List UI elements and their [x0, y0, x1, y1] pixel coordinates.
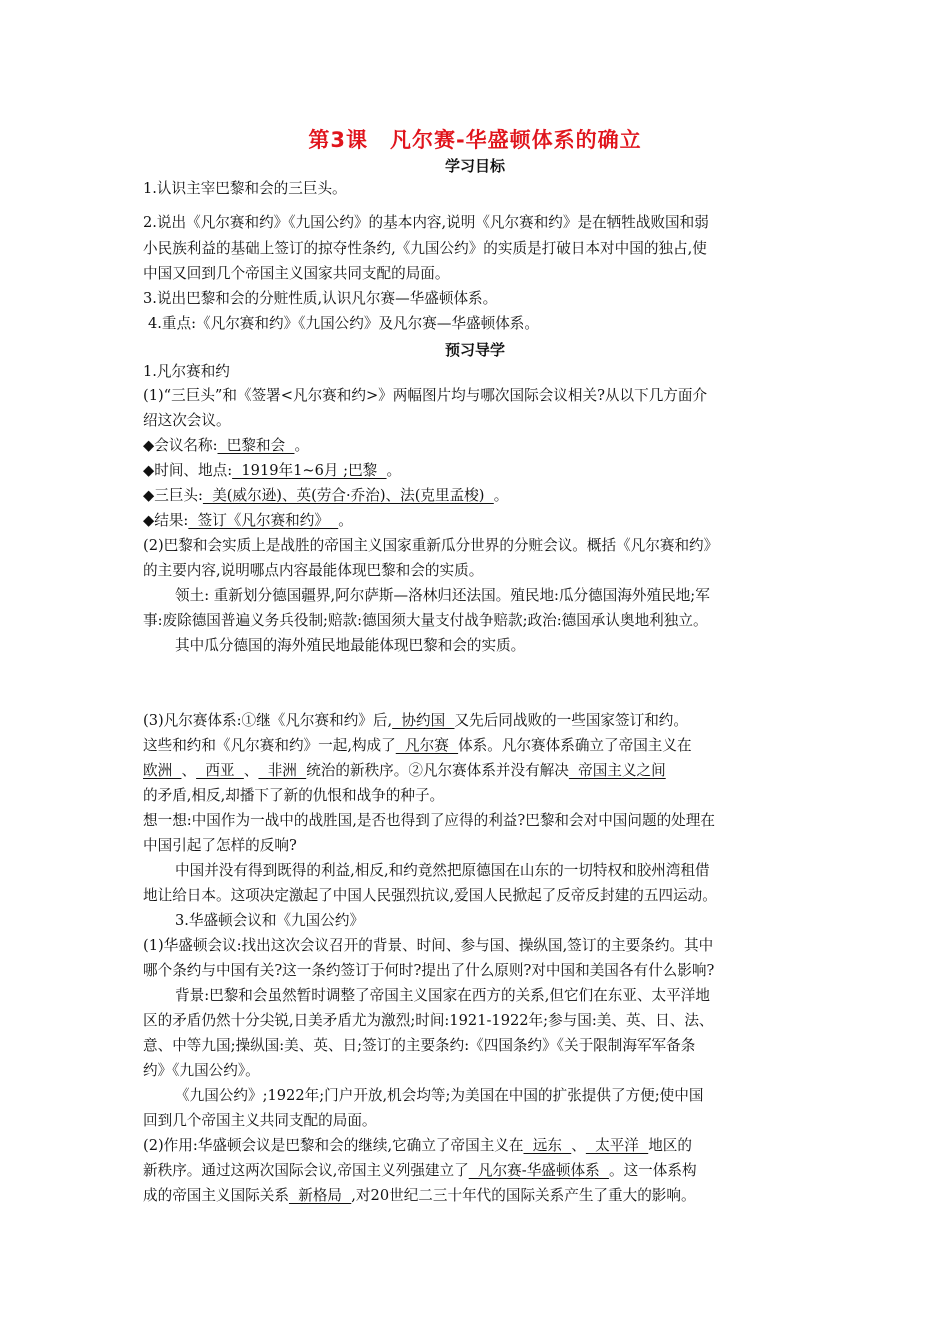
text: 、	[181, 762, 197, 779]
question-3-line-2	[143, 736, 813, 756]
text: 、	[243, 762, 259, 779]
question-2-line-2: 的主要内容,说明哪点内容最能体现巴黎和会的实质。	[143, 562, 484, 579]
answer-blank: 帝国主义之间	[568, 762, 666, 779]
text: 。这一体系构	[608, 1162, 697, 1179]
objective-3: 3.说出巴黎和会的分赃性质,认识凡尔赛—华盛顿体系。	[143, 290, 498, 307]
subheading-3: 3.华盛顿会议和《九国公约》	[175, 912, 365, 929]
text: (3)凡尔赛体系:①继《凡尔赛和约》后,	[143, 712, 393, 729]
bullet-result	[143, 511, 813, 531]
bullet-label: ◆会议名称:	[143, 437, 218, 454]
text: (2)作用:华盛顿会议是巴黎和会的继续,它确立了帝国主义在	[143, 1137, 524, 1154]
question-1-line-2: 绍这次会议。	[143, 412, 231, 429]
washington-answer-line-4: 约》《九国公约》。	[143, 1062, 260, 1079]
washington-answer-line-2: 区的矛盾仍然十分尖锐,日美矛盾尤为激烈;时间:1921-1922年;参与国:美、英、日、法、	[143, 1012, 714, 1029]
section-heading-preview: 预习导学	[444, 341, 505, 359]
answer-blank: 欧洲	[143, 762, 182, 779]
question-3-line-3	[143, 761, 813, 781]
objective-4: 4.重点:《凡尔赛和约》《九国公约》及凡尔赛—华盛顿体系。	[148, 315, 539, 332]
answer-blank: 1919年1~6月 ;巴黎	[232, 462, 387, 479]
question-3-line-4: 的矛盾,相反,却播下了新的仇恨和战争的种子。	[143, 787, 445, 804]
bullet-label: ◆三巨头:	[143, 487, 203, 504]
text: 地区的	[648, 1137, 692, 1154]
answer-2-line-2: 事:废除德国普遍义务兵役制;赔款:德国须大量支付战争赔款;政治:德国承认奥地利独立。	[143, 612, 708, 629]
washington-answer-line-3: 意、中等九国;操纵国:美、英、日;签订的主要条约:《四国条约》《关于限制海军军备条	[143, 1037, 696, 1054]
page-title: 第3课 凡尔赛-华盛顿体系的确立	[308, 128, 642, 152]
punctuation: 。	[493, 487, 509, 504]
section-heading-objectives: 学习目标	[444, 157, 505, 175]
answer-blank: 巴黎和会	[217, 437, 295, 454]
question-3-line-1	[143, 711, 813, 731]
think-answer-line-1: 中国并没有得到既得的利益,相反,和约竟然把原德国在山东的一切特权和胶州湾租借	[175, 862, 710, 879]
objective-1: 1.认识主宰巴黎和会的三巨头。	[143, 180, 347, 197]
bullet-big-three	[143, 486, 813, 506]
answer-blank: 远东	[523, 1137, 572, 1154]
subheading-1: 1.凡尔赛和约	[143, 363, 230, 380]
role-line-2	[143, 1161, 813, 1181]
punctuation: 。	[338, 512, 353, 529]
objective-2-line-1: 2.说出《凡尔赛和约》《九国公约》的基本内容,说明《凡尔赛和约》是在牺牲战败国和弱	[143, 214, 709, 231]
text: 又先后同战败的一些国家签订和约。	[454, 712, 688, 729]
bullet-label: ◆时间、地点:	[143, 462, 233, 479]
text: 成的帝国主义国际关系	[143, 1187, 289, 1204]
bullet-meeting-name	[143, 436, 813, 456]
washington-question-line-2: 哪个条约与中国有关?这一条约签订于何时?提出了什么原则?对中国和美国各有什么影响?	[143, 962, 715, 979]
role-line-3	[143, 1186, 813, 1206]
bullet-label: ◆结果:	[143, 512, 189, 529]
answer-blank: 签订《凡尔赛和约》	[188, 512, 339, 529]
objective-2-line-2: 小民族利益的基础上签订的掠夺性条约,《九国公约》的实质是打破日本对中国的独占,使	[143, 240, 707, 257]
text: 统治的新秩序。②凡尔赛体系并没有解决	[306, 762, 569, 779]
answer-blank: 非洲	[258, 762, 307, 779]
text: 新秩序。通过这两次国际会议,帝国主义列强建立了	[143, 1162, 469, 1179]
text: 、	[571, 1137, 586, 1154]
answer-blank: 西亚	[196, 762, 244, 779]
punctuation: 。	[294, 437, 310, 454]
answer-blank: 太平洋	[585, 1137, 649, 1154]
nine-power-answer-line-2: 回到几个帝国主义共同支配的局面。	[143, 1112, 377, 1129]
answer-blank: 协约国	[392, 712, 455, 729]
objective-2-line-3: 中国又回到几个帝国主义国家共同支配的局面。	[143, 265, 450, 282]
punctuation: 。	[386, 462, 402, 479]
answer-blank: 新格局	[288, 1187, 352, 1204]
answer-blank: 凡尔赛	[395, 737, 459, 754]
text: 体系。凡尔赛体系确立了帝国主义在	[458, 737, 692, 754]
role-line-1	[143, 1136, 813, 1156]
think-answer-line-2: 地让给日本。这项决定激起了中国人民强烈抗议,爱国人民掀起了反帝反封建的五四运动。	[143, 887, 717, 904]
question-1-line-1: (1)“三巨头”和《签署<凡尔赛和约>》两幅图片均与哪次国际会议相关?从以下几方面介	[143, 387, 708, 404]
answer-2-line-1: 领土: 重新划分德国疆界,阿尔萨斯—洛林归还法国。殖民地:瓜分德国海外殖民地;军	[175, 587, 710, 604]
text: ,对20世纪二三十年代的国际关系产生了重大的影响。	[351, 1187, 696, 1204]
text: 这些和约和《凡尔赛和约》一起,构成了	[143, 737, 396, 754]
washington-question-line-1: (1)华盛顿会议:找出这次会议召开的背景、时间、参与国、操纵国,签订的主要条约。其中	[143, 937, 714, 954]
washington-answer-line-1: 背景:巴黎和会虽然暂时调整了帝国主义国家在西方的关系,但它们在东亚、太平洋地	[175, 987, 710, 1004]
answer-2-line-3: 其中瓜分德国的海外殖民地最能体现巴黎和会的实质。	[175, 637, 526, 654]
answer-blank: 凡尔赛-华盛顿体系	[468, 1162, 609, 1179]
bullet-time-place	[143, 461, 813, 481]
question-2-line-1: (2)巴黎和会实质上是战胜的帝国主义国家重新瓜分世界的分赃会议。概括《凡尔赛和约》	[143, 537, 719, 554]
think-line-2: 中国引起了怎样的反响?	[143, 837, 297, 854]
think-line-1: 想一想:中国作为一战中的战胜国,是否也得到了应得的利益?巴黎和会对中国问题的处理在	[143, 812, 715, 829]
nine-power-answer-line-1: 《九国公约》;1922年;门户开放,机会均等;为美国在中国的扩张提供了方便;使中国	[175, 1087, 704, 1104]
answer-blank: 美(威尔逊)、英(劳合·乔治)、法(克里孟梭)	[202, 487, 494, 504]
